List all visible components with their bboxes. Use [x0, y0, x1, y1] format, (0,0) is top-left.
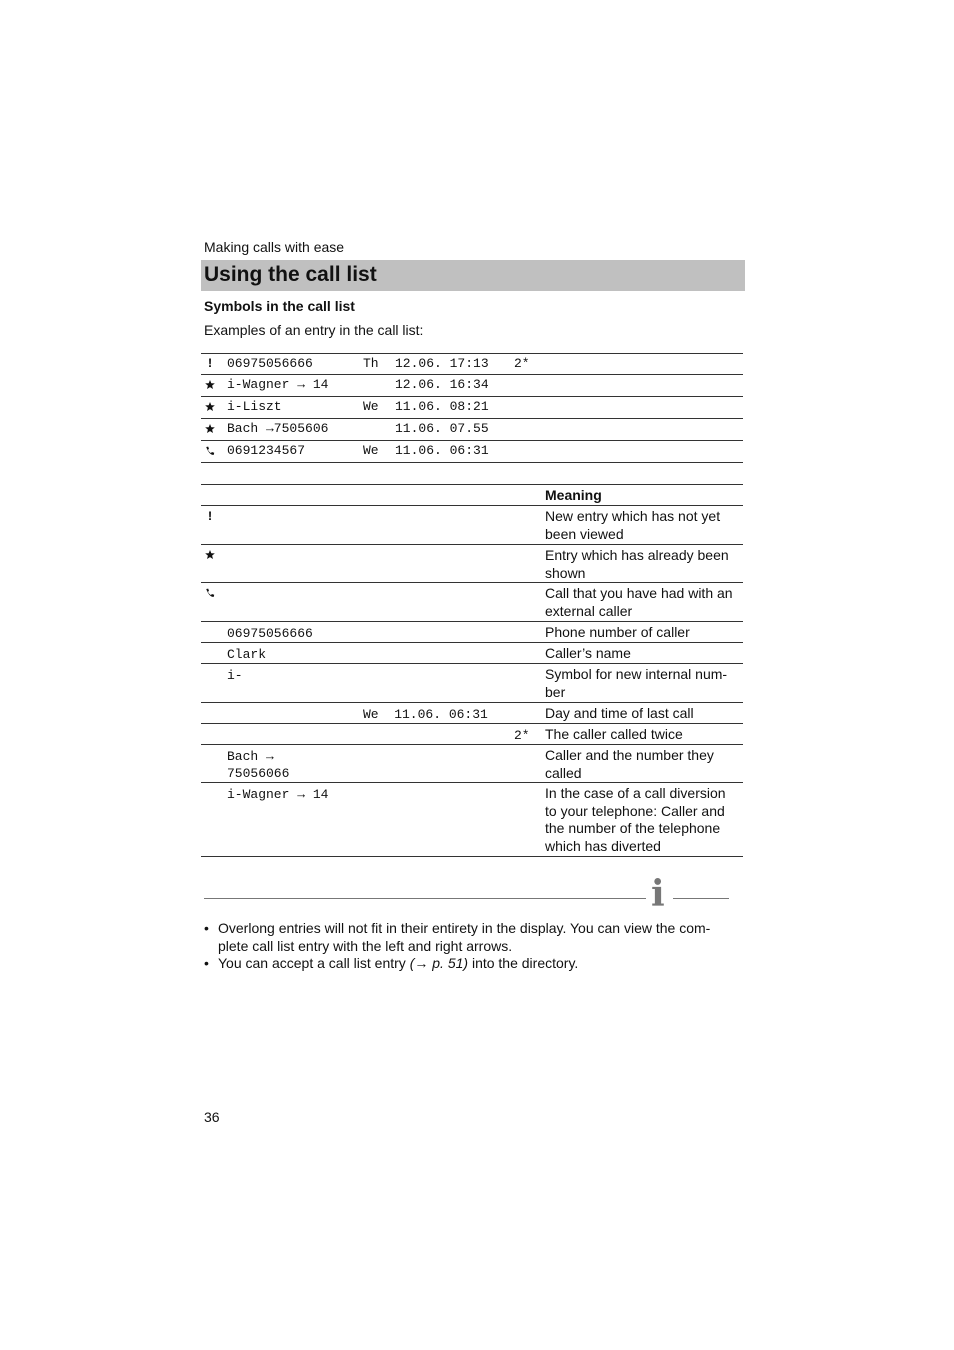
entry-day: We — [363, 399, 379, 414]
meaning-text: Phone number of caller — [545, 624, 690, 640]
note-text: Overlong entries will not fit in their entirety in the display. You can view the com-plete call list entry with the left and right arrows. — [218, 920, 711, 954]
entry-count: 2* — [514, 356, 530, 371]
meaning-text: Caller and the number they called — [545, 747, 714, 781]
table-row — [201, 419, 743, 441]
table-rule — [201, 544, 743, 545]
section-label: Making calls with ease — [204, 239, 345, 255]
table-rule — [201, 856, 743, 857]
entry-datetime: 11.06. 06:31 — [395, 443, 489, 458]
table-rule — [201, 505, 743, 506]
meaning-text: Call that you have had with an external caller — [545, 585, 733, 619]
table-rule — [201, 744, 743, 745]
meaning-text: Entry which has already been shown — [545, 547, 729, 581]
meaning-text: Day and time of last call — [545, 705, 694, 721]
info-divider — [673, 898, 729, 899]
page-title: Using the call list — [204, 263, 377, 286]
meaning-text: Symbol for new internal num-ber — [545, 666, 728, 700]
entry-name: 0691234567 — [227, 443, 306, 458]
page-reference: (→ p. 51) — [409, 955, 469, 971]
symbol-text-line2: 75056066 — [227, 766, 290, 781]
table-row — [201, 397, 743, 419]
table-rule — [201, 782, 743, 783]
table-rule — [201, 723, 743, 724]
entry-datetime: 11.06. 07.55 — [395, 421, 489, 436]
symbol-text: i- — [227, 668, 243, 683]
entry-datetime: 12.06. 16:34 — [395, 377, 489, 392]
entry-day: Th — [363, 356, 379, 371]
symbol-text: We 11.06. 06:31 — [363, 707, 488, 722]
exclamation-icon: ! — [206, 508, 214, 524]
entry-datetime: 11.06. 08:21 — [395, 399, 489, 414]
table-row — [201, 375, 743, 397]
subheading: Symbols in the call list — [204, 298, 355, 314]
entry-name: Bach →7505606 — [227, 421, 329, 436]
meaning-text: In the case of a call diversion to your telephone: Caller and the number of the telephone which has diverted — [545, 785, 726, 854]
handset-icon — [204, 444, 216, 458]
star-icon — [204, 378, 216, 392]
table-rule — [201, 702, 743, 703]
entry-name: i-Liszt — [227, 399, 282, 414]
table-rule — [201, 663, 743, 664]
table-row — [201, 441, 743, 463]
symbol-text: 2* — [514, 728, 530, 743]
note-text — [218, 955, 730, 973]
intro-text: Examples of an entry in the call list: — [204, 322, 424, 338]
table-rule — [201, 621, 743, 622]
symbol-text: Clark — [227, 647, 267, 662]
entry-day: We — [363, 443, 379, 458]
handset-icon — [204, 586, 216, 600]
table-row — [201, 354, 743, 376]
table-rule — [201, 642, 743, 643]
bullet-icon: • — [204, 920, 209, 936]
note-text-before: You can accept a call list entry — [218, 955, 410, 971]
star-icon — [204, 548, 216, 562]
table-rule — [201, 582, 743, 583]
entry-datetime: 12.06. 17:13 — [395, 356, 489, 371]
exclamation-icon: ! — [206, 355, 214, 371]
symbol-text: Bach → — [227, 749, 274, 764]
info-divider — [204, 898, 646, 899]
table-rule — [201, 484, 743, 485]
bullet-icon: • — [204, 955, 209, 971]
meaning-text: Caller’s name — [545, 645, 631, 661]
entry-name: i-Wagner → 14 — [227, 377, 329, 392]
symbol-text: i-Wagner → 14 — [227, 787, 329, 802]
star-icon — [204, 400, 216, 414]
meaning-text: The caller called twice — [545, 726, 683, 742]
meaning-header: Meaning — [545, 487, 602, 503]
note-text-after: into the directory. — [468, 955, 579, 971]
symbol-text: 06975056666 — [227, 626, 313, 641]
entry-name: 06975056666 — [227, 356, 313, 371]
star-icon — [204, 422, 216, 436]
page-number: 36 — [204, 1109, 220, 1125]
info-icon: i — [651, 873, 665, 915]
meaning-text: New entry which has not yet been viewed — [545, 508, 721, 542]
